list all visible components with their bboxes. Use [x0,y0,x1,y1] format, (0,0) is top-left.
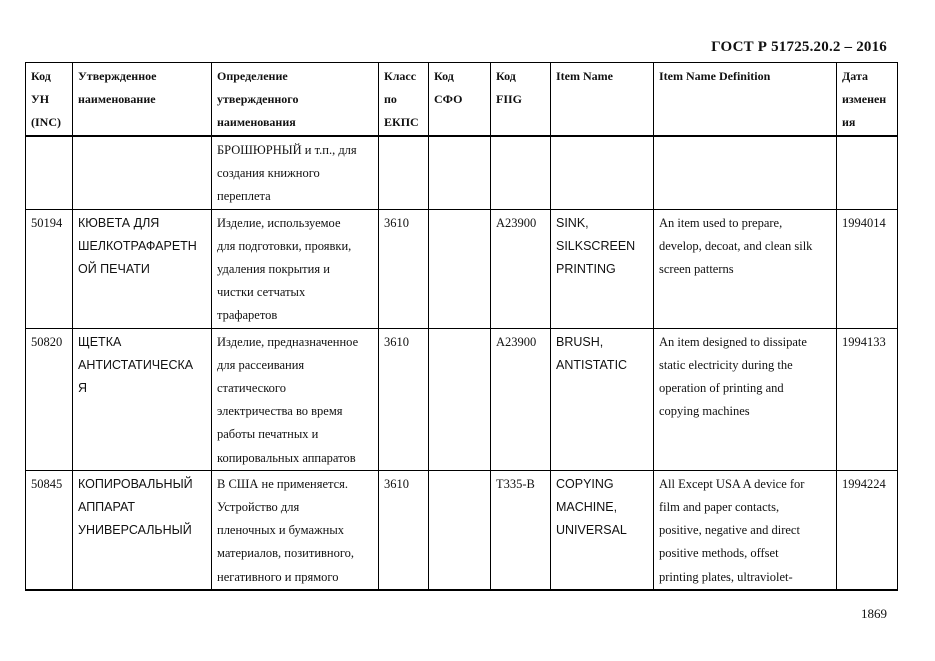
cell-approved-name [73,136,212,209]
cell-sfo [429,209,491,328]
cell-item-definition: An item used to prepare, develop, decoat, and clean silk screen patterns [654,209,837,328]
header-sfo: Код СФО [429,63,491,137]
cell-definition: Изделие, используемое для подготовки, проявки, удаления покрытия и чистки сетчатых трафаретов [212,209,379,328]
document-title: ГОСТ Р 51725.20.2 – 2016 [711,39,887,55]
table-row [26,328,898,470]
cell-fiig: A23900 [491,328,551,470]
header-item-definition: Item Name Definition [654,63,837,137]
cell-inc: 50820 [26,328,73,470]
cell-item-name: BRUSH, ANTISTATIC [551,328,654,470]
table-row [26,470,898,590]
cell-item-definition [654,136,837,209]
cell-date: 1994133 [837,328,898,470]
cell-class: 3610 [379,328,429,470]
cell-inc: 50845 [26,470,73,590]
header-date: Дата изменен ия [837,63,898,137]
cell-item-name: SINK, SILKSCREEN PRINTING [551,209,654,328]
table-header-row [26,63,898,137]
cell-approved-name: КЮВЕТА ДЛЯ ШЕЛКОТРАФАРЕТН ОЙ ПЕЧАТИ [73,209,212,328]
cell-inc: 50194 [26,209,73,328]
cell-sfo [429,470,491,590]
cell-fiig: T335-B [491,470,551,590]
cell-sfo [429,136,491,209]
header-item-name: Item Name [551,63,654,137]
cell-fiig [491,136,551,209]
cell-class [379,136,429,209]
table-row [26,136,898,209]
header-inc: Код УН (INC) [26,63,73,137]
cell-date: 1994224 [837,470,898,590]
cell-definition: Изделие, предназначенное для рассеивания статического электричества во время работы печатных и копировальных аппаратов [212,328,379,470]
cell-approved-name: ЩЕТКА АНТИСТАТИЧЕСКА Я [73,328,212,470]
header-approved-name: Утвержденное наименование [73,63,212,137]
cell-class: 3610 [379,209,429,328]
cell-fiig: A23900 [491,209,551,328]
cell-class: 3610 [379,470,429,590]
table-row [26,209,898,328]
page-number: 1869 [861,606,887,621]
header-definition: Определение утвержденного наименования [212,63,379,137]
cell-item-definition: An item designed to dissipate static electricity during the operation of printing and copying machines [654,328,837,470]
catalog-table [25,62,898,591]
cell-item-name [551,136,654,209]
cell-item-name: COPYING MACHINE, UNIVERSAL [551,470,654,590]
cell-date: 1994014 [837,209,898,328]
cell-definition: БРОШЮРНЫЙ и т.п., для создания книжного переплета [212,136,379,209]
cell-item-definition: All Except USA A device for film and paper contacts, positive, negative and direct positive methods, offset printing plates, ultraviolet- [654,470,837,590]
header-fiig: Код FIIG [491,63,551,137]
cell-definition: В США не применяется. Устройство для пленочных и бумажных материалов, позитивного, негативного и прямого [212,470,379,590]
cell-sfo [429,328,491,470]
header-class: Класс по ЕКПС [379,63,429,137]
cell-date [837,136,898,209]
cell-inc [26,136,73,209]
cell-approved-name: КОПИРОВАЛЬНЫЙ АППАРАТ УНИВЕРСАЛЬНЫЙ [73,470,212,590]
